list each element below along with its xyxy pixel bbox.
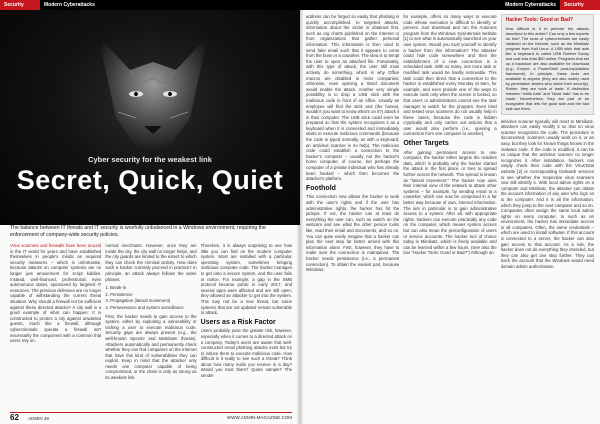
sidebar-box-text: How difficult is it to perform the attacks described in this article? Can only a few experts do this? The tools of cybercriminals are easily obtained on the Internet, such as the Mimikatz program from Kali Linux. A USB stick that acts like a keyboard is called USB Rubber Ducky and cost less than $50 online. Programs that set up a backdoor are also available for download (e.g., Empire, a PowerShell post-exploitation framework). In principle, these tools are available to anyone (they are also widely used by penetration testers who check their security). Rather, they are tools of trade. A distinction between "white hats" and "black hats" has to be made. Nevertheless, they are part of an ecosystem that lets the good side and the bad side use them. (505, 25, 589, 111)
article-title: Secret, Quick, Quiet (16, 165, 284, 195)
page-gutter (297, 0, 303, 424)
section-header: Modern Cyberattacks (300, 0, 560, 10)
paragraph: Therefore, it is always surprising to see how little you can find on the modern computer system. Most are installed with a particular operating system, sometimes bringing malicious computer code. The hacker manages to get onto a secure system, and the user fails to notice. For example, a gap in the SMB protocol became public in early 2017, and several apps were affected and are still open; they allowed an attacker to get into the system. This may not be a new threat, but some systems that are not updated remain vulnerable to attack. (200, 243, 292, 316)
column-4 (306, 14, 399, 408)
website-url: WWW.ADMIN-MAGAZINE.COM (227, 415, 292, 420)
paragraph: address can be forged so easily that phishing is quickly accomplished. In targeted attacks, information about the victim is obtained first, such as org charts published on the Internet or from organizations that gather personal information. This information is then used to send fake email such that it appears to come from the boss or a coworker. The idea is to tempt the user to open an attached file. Fortunately, with this type of attack, the user still must actively do something, which is why Office macros are disabled in most companies; otherwise, even opening a Word document would enable the attack. Another very simple possibility is to drop a USB stick with the malicious code in front of an office. Usually an employee will find the stick and (the honest, wouldn't you want to know what's on it?) attack it in their computer. The USB stick could even be prepared so that the system recognizes it as a keyboard when it is connected and immediately starts to execute malicious commands (because the code is typed normally, as with a keyboard, an antivirus scanner is no help). The malicious code could establish a connection to the hacker's computer – usually not the hacker's home computer, of course, but perhaps the computer of a private individual who has already been hacked – which then becomes the attacker's platform. (306, 14, 400, 182)
sidebar-box-title: Hacker Tools: Good or Bad? (505, 17, 574, 23)
page-number: 62 (10, 413, 19, 422)
section-header: Modern Cyberattacks (40, 0, 300, 10)
paragraph: antivirus scanner typically will react to Mimikatz, attackers can easily modify it so that no virus scanner recognizes the code. The procedure is documented; scanners usually work on it, or an easy, but they look for known things known in the malware code. If the code is modified, it can be so unique that the antivirus scanner no longer recognizes it. After installation, hackers can simply check their code with the VirusTotal website [2] or corresponding Darkweb services to see whether the respective virus scanners now still identify it. With local admin rights on a computer and Mimikatz, the attacker can obtain the account information of any user who logs on to the computer. And it is all the information, which they jump to the next computer and so on. Companies often assign the same local admin rights on every computer, to such as an environment, the hacker has immediate access to all computers. Often, the same credentials – which are used to install software. If this account is connected to a server, the hacker can also gain access to that account. As a rule, the hacker does not do everything they intended, but they can also get one step further. They can track the account that the Windows would need domain admin authorization. (500, 118, 594, 270)
list-item: 3. Propagation (lateral movement) (105, 298, 171, 304)
subheading: Other Targets (403, 140, 449, 148)
column-5 (403, 14, 496, 408)
issue-label: ADMIN 49 (28, 416, 49, 421)
article-lede: The balance between IT threats and IT security is woefully unbalanced in a Windows environment, requiring the enforcement of company-wide security policies. (10, 225, 266, 238)
list-item: 1. Break-in (105, 285, 127, 291)
paragraph: Virus scanners and firewalls have been around in the IT world for years and have established themselves in people's minds as required security measures – which is unfortunate, because attacks on computer systems are no longer just amusement for script kiddies. Instead, well-financed, professional, even autonomous states, sponsored by targeted IT resources. The previous defenses are no longer capable of withstanding the current threat situation. Why should a firewall not be sufficient against these directed attacks? A city wall is a good example of what can happen: It is constructed to protect a city against unwanted guests, much like a firewall, although cybercriminals operate a firewall isn't necessarily the component with a common that users rely on. (10, 243, 102, 344)
wolf-image-icon (78, 18, 228, 168)
column-6 (501, 14, 594, 408)
paragraph: After gaining permanent access to one computer, the hacker either targets the resident data, which is probably why the hacker started the attack in the first place, or tries to spread further across the network. This spread is known as "lateral movement." The hacker now uses their internal view of the network to attack other systems – for example, by sending email to a coworker, which can now be composed in a far better way because of own, internal information. The aim in particular is to gain administrative access to a system. After all, with appropriate rights, hackers can execute practically any code on the computer, which means system access but can also mean the preconfiguration of users or service accounts. The hacker tool of choice today is Mimikatz, which is freely available and can be learned within a few hours. (See also the box "Hacker Tools: Good or Bad?") Although an (403, 149, 497, 256)
subheading: Users as a Risk Factor (200, 318, 276, 326)
list-item: 4. Perseverance and system surveillance (105, 304, 184, 310)
column-3 (201, 243, 292, 400)
hero-image (0, 10, 300, 225)
list-item: 2. Persistence (105, 291, 133, 297)
article-kicker: Cyber security for the weakest link (88, 155, 212, 164)
column-1 (10, 243, 101, 400)
paragraph: This connection now allows the hacker to work with the user's rights and if the user has administrative rights, the hacker has hit the jackpot. If not, the hacker can at least do everything the user can, such as switch on the webcam and see what the other person looks like, read their email and documents, and so on. You can quite easily imagine that a hacker can plan the next step far better armed with this information alone. First, however, they have to make sure the connection is maintained. The hacker needs persistence (i.e., a permanent connection). To obtain the easiest part, because Windows, (306, 194, 400, 273)
sidebar-box (501, 14, 594, 115)
subheading: Foothold (306, 184, 336, 192)
paragraph: normal merchants. However, once they are inside the city, the city wall no longer helps, and the city guards are limited to the extent to which they can check the criminal activity. How does such a hacker currently proceed in practice? In principle, an attack always follows the same phases: (105, 243, 197, 282)
left-columns (10, 243, 292, 400)
right-columns (306, 14, 594, 408)
paragraph: for example, offers so many ways to execute code whose execution is difficult to identify or prevent. Just download and run the Autoruns program from the Windows Sysinternals website [1] to see what is automatically launched on your own system. Would you trust yourself to identify a hacker from this information? The attacker could hide code somewhere and then the establishment of a new connection is a scheduled task. With so many, one more task or modified task would be hardly noticeable. This task could then direct that a connection to the hacker is established every Monday at 9am, for example, and even provide one of the ways to execute code only when the screen is locked, so that users or administrators cannot see the task manager to watch for the program. Even tried and tested virus scanners do not usually help in these cases, because the code is hidden cryptically and only carries out actions that a user would also perform (i.e., opening a connection from one computer to another). (403, 14, 497, 137)
section-tag: Security (0, 0, 40, 10)
section-tag: Security (560, 0, 600, 10)
left-footer (10, 412, 292, 424)
attack-phase-list (105, 285, 196, 310)
paragraph: Users probably pose the greater risk, however, especially when it comes to a directed attack on a company. Today's users are aware that well-constructed email phishing attacks exist but try to induce them to execute malicious code. How difficult is it really to see such a threat? Think about how many mails you receive in a day? Would you trust them? Quote sample? The sender (200, 328, 292, 379)
paragraph: First, the hacker needs to gain access to the system, either by exploiting a vulnerability or tricking a user to execute malicious code. Security gaps are always present (e.g., the well-known Spectre and Meltdown threats). Attackers automatically and permanently check whether they can find computers on the Internet that have this kind of vulnerabilities they can exploit. Keep in mind that the attacker only needs one computer capable of being compromised, or the chain is only as strong as its weakest link. (105, 313, 197, 381)
column-2 (105, 243, 196, 400)
